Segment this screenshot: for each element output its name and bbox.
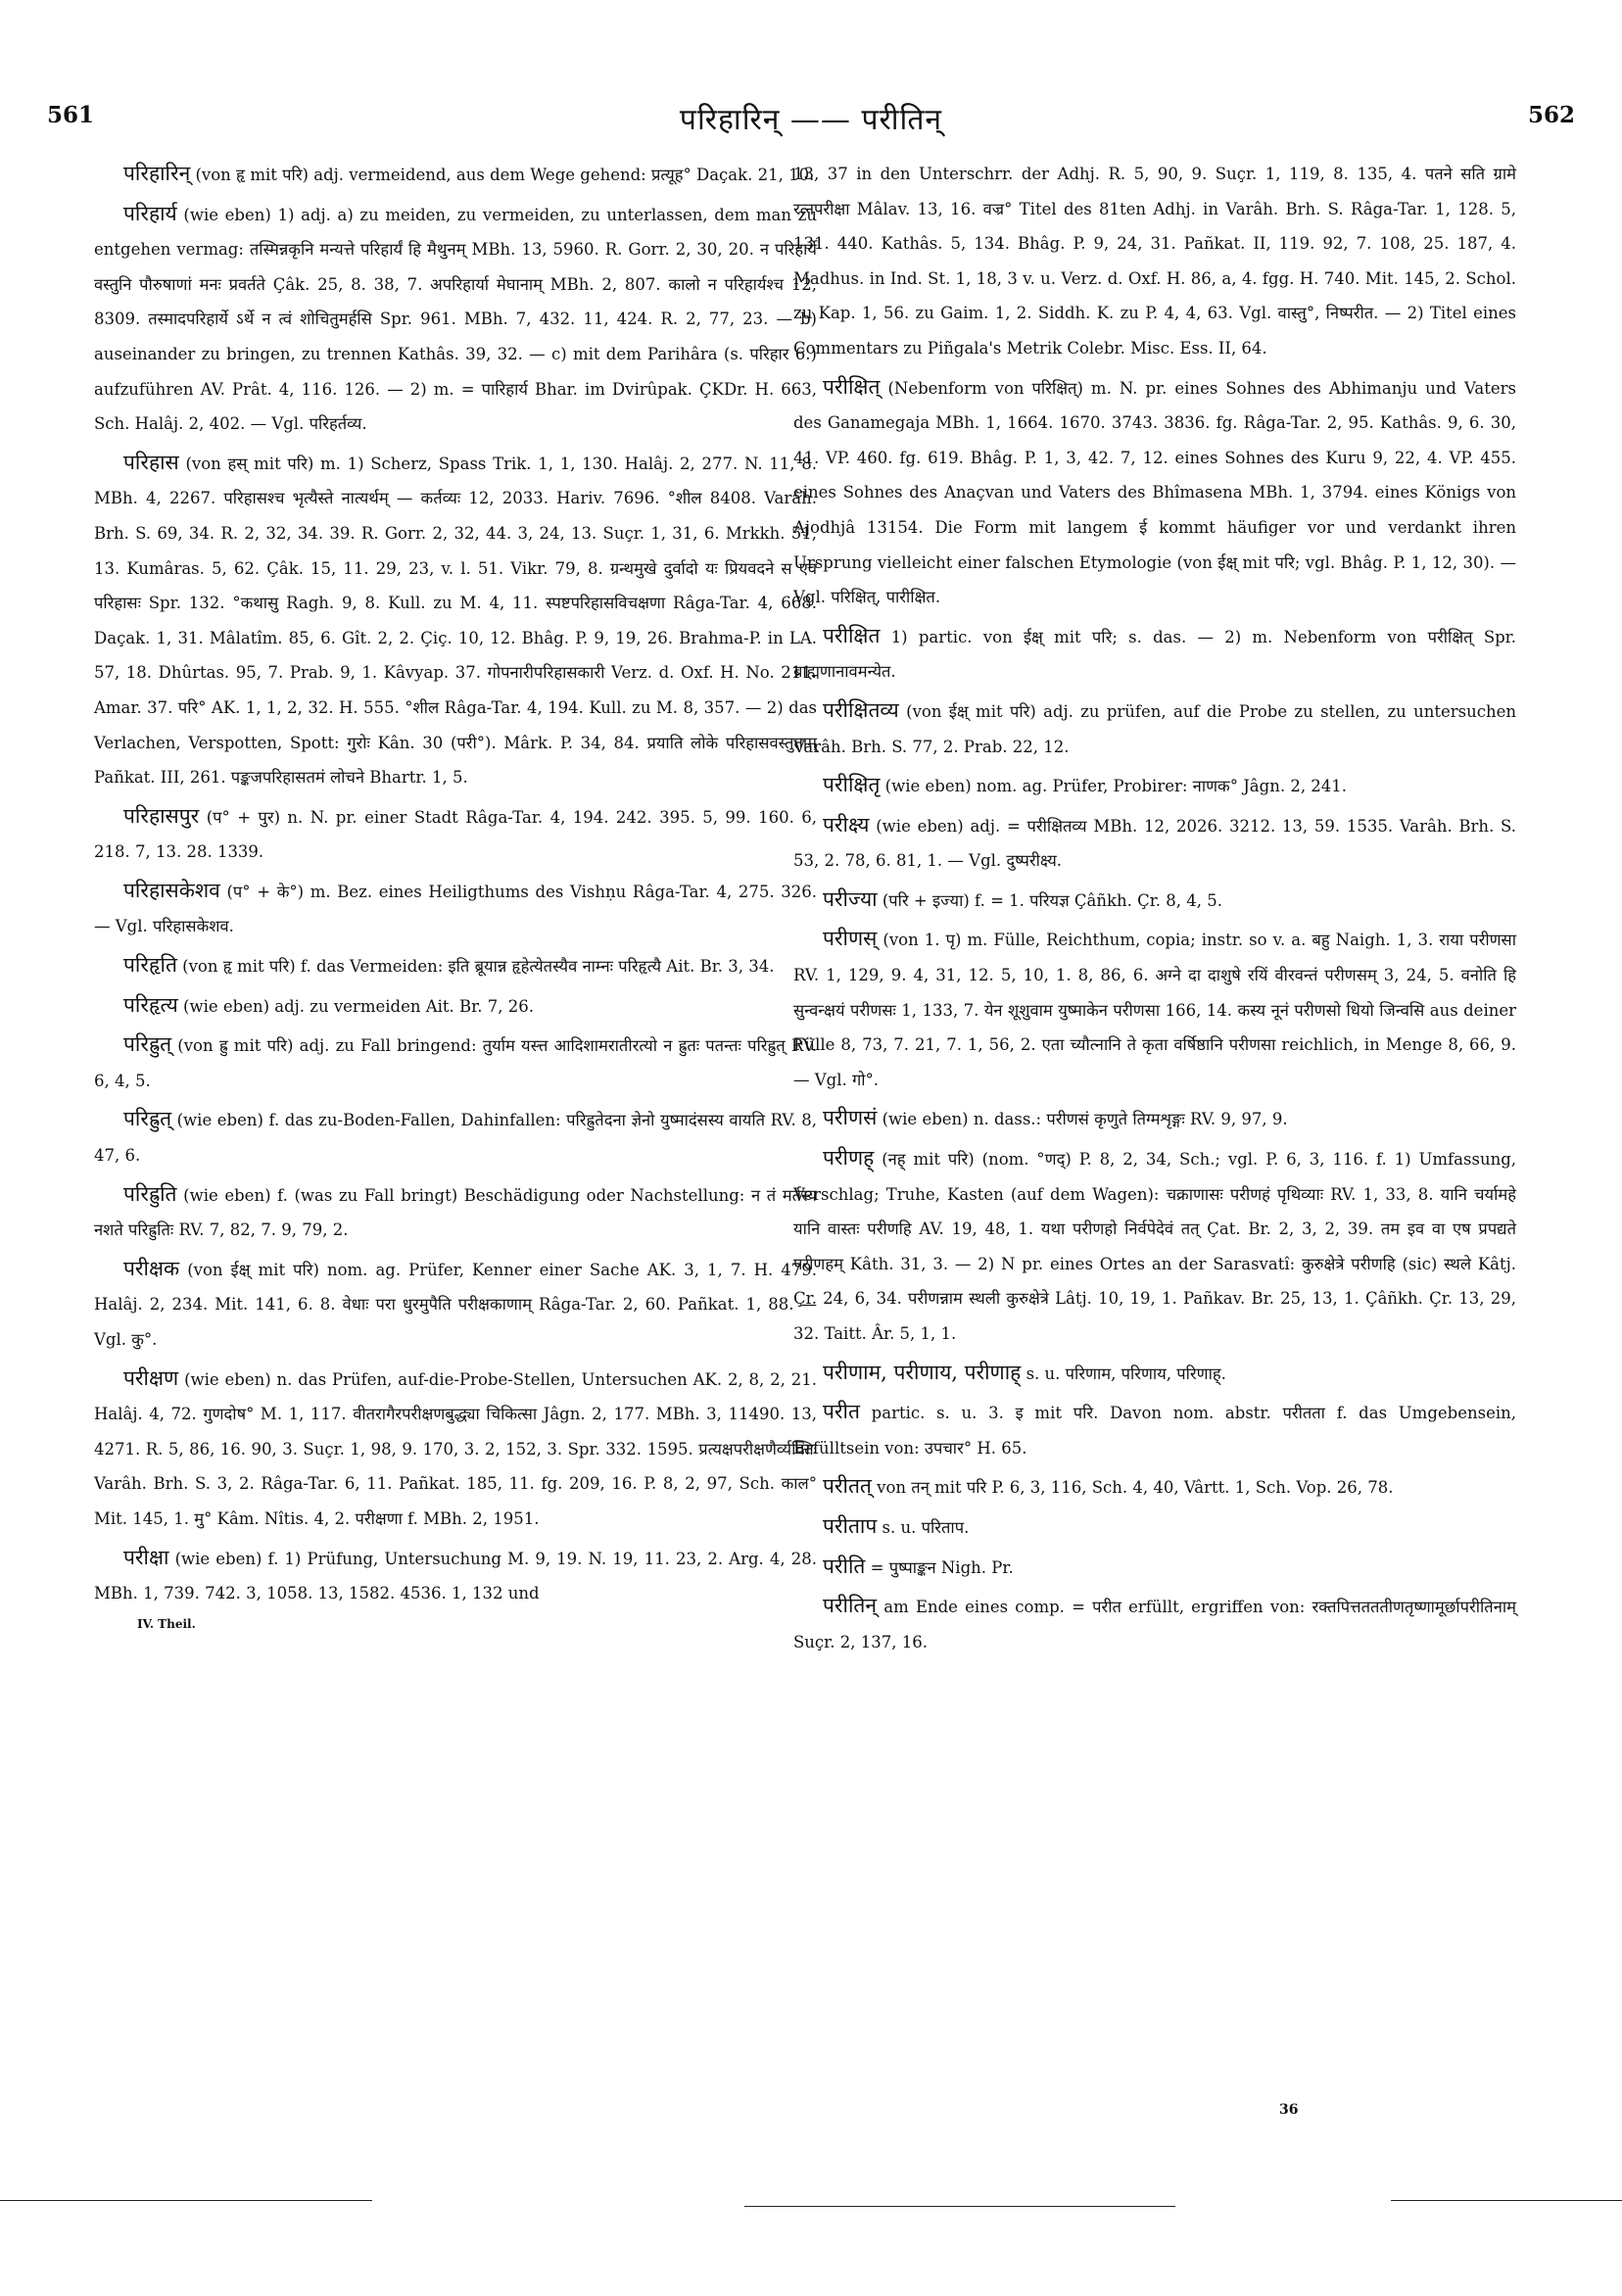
entry-definition: 1) partic. von ईक्ष् mit परि; s. das. — 2) m. Nebenform von परीक्षित् Spr. ब्राह्मणानावमन्येत. <box>793 627 1517 682</box>
dictionary-entry <box>94 1362 817 1537</box>
entry-headword: परीणसं <box>823 1106 878 1130</box>
dictionary-entry <box>94 1252 817 1358</box>
bottom-rule-center <box>744 2206 1175 2207</box>
dictionary-entry <box>793 619 1516 690</box>
entry-definition: (wie eben) nom. ag. Prüfer, Probirer: नाणक° Jâgn. 2, 241. <box>884 777 1348 796</box>
dictionary-entry <box>94 157 817 193</box>
dictionary-entry <box>793 1589 1516 1659</box>
entry-headword: परीतत् <box>823 1474 872 1499</box>
dictionary-entry <box>793 922 1516 1097</box>
bottom-rule-left <box>0 2200 372 2201</box>
entry-headword: परिहृत्य <box>123 992 178 1017</box>
entry-headword: परिहृति <box>123 953 177 978</box>
entry-definition: (wie eben) f. 1) Prüfung, Untersuchung M. 9, 19. N. 19, 11. 23, 2. Arg. 4, 28. MBh. 1, 739. 742. 3, 1058. 13, 1582. 4536. 1, 132 und <box>94 1549 818 1603</box>
entry-definition: (wie eben) n. das Prüfen, auf-die-Probe-Stellen, Untersuchen AK. 2, 8, 2, 21. Halâj. 4, 72. गुणदोष° M. 1, 117. वीतरागैरपरीक्षणबुद्ध्या चिकित्सा Jâgn. 2, 177. MBh. 3, 11490. 13, 4271. R. 5, 86, 16. 90, 3. Suçr. 1, 98, 9. 170, 3. 2, 152, 3. Spr. 332. 1595. प्रत्यक्षपरीक्षणैर्व्यक्तिः Varâh. Brh. S. 3, 2. Râga-Tar. 6, 11. Pañkat. 185, 11. fg. 209, 16. P. 8, 2, 97, Sch. काल° Mit. 145, 1. मु° Kâm. Nîtis. 4, 2. परीक्षणा f. MBh. 2, 1951. <box>94 1369 817 1528</box>
entry-definition: am Ende eines comp. = परीत erfüllt, ergriffen von: रक्तपित्ततततीणतृष्णामूर्छापरीतिनाम् Suçr. 2, 137, 16. <box>793 1598 1516 1651</box>
entry-definition: (von 1. पृ) m. Fülle, Reichthum, copia; instr. so v. a. बहु Naigh. 1, 3. राया परीणसा RV. 1, 129, 9. 4, 31, 12. 5, 10, 1. 8, 86, 6. अग्ने दा दाशुषे रयिं वीरवन्तं परीणसम् 3, 24, 5. वनोति हि सुन्वन्क्षयं परीणसः 1, 133, 7. येन शूशुवाम युष्माकेन परीणसा 166, 14. कस्य नूनं परीणसो धियो जिन्वसि aus deiner Fülle 8, 73, 7. 21, 7. 1, 56, 2. एता च्यौत्नानि ते कृता वर्षिष्ठानि परीणसा reichlich, in Menge 8, 66, 9. — Vgl. गो°. <box>793 931 1516 1089</box>
left-page-number: 561 <box>47 102 95 128</box>
entry-definition: (Nebenform von परिक्षित्) m. N. pr. eines Sohnes des Abhimanju und Vaters des Ganamegaja MBh. 1, 1664. 1670. 3743. 3836. fg. Râga-Tar. 2, 95. Kathâs. 9, 6. 30, 41. VP. 460. fg. 619. Bhâg. P. 1, 3, 42. 7, 12. eines Sohnes des Kuru 9, 22, 4. VP. 455. eines Sohnes des Anaçvan und Vaters des Bhîmasena MBh. 1, 3794. eines Königs von Ajodhjâ 13154. Die Form mit langem ई kommt häufiger vor und verdankt ihren Ursprung vielleicht einer falschen Etymologie (von ईक्ष् mit परि; vgl. Bhâg. P. 1, 12, 30). — Vgl. परिक्षित्, पारीक्षित. <box>793 378 1516 607</box>
entry-definition: (wie eben) n. dass.: परीणसं कृणुते तिग्मशृङ्गः RV. 9, 97, 9. <box>882 1110 1288 1129</box>
entry-definition: (नह् mit परि) (nom. °णद्) P. 8, 2, 34, Sch.; vgl. P. 6, 3, 116. f. 1) Umfassung, Verschlag; Truhe, Kasten (auf dem Wagen): चक्राणासः परीणहं पृथिव्याः RV. 1, 33, 8. यानि चर्यामहे यानि वास्तः परीणहि AV. 19, 48, 1. यथा परीणहो निर्वपेदेवं तत् Çat. Br. 2, 3, 2, 39. तम इव वा एष प्रपद्यते परीणहम् Kâth. 31, 3. — 2) N pr. eines Ortes an der Sarasvatî: कुरुक्षेत्रे परीणहि (sic) स्थले Kâtj. Çr. 24, 6, 34. परीणन्नाम स्थली कुरुक्षेत्रे Lâtj. 10, 19, 1. Pañkav. Br. 25, 13, 1. Çâñkh. Çr. 13, 29, 32. Taitt. Âr. 5, 1, 1. <box>793 1150 1516 1343</box>
entry-headword: परीक्षित् <box>823 374 881 399</box>
dictionary-entry <box>793 694 1516 764</box>
dictionary-entry <box>94 1541 817 1611</box>
entry-headword: परीक्षित <box>823 623 881 647</box>
entry-headword: परिह्रुत् <box>123 1032 172 1057</box>
entry-headword: परीत <box>823 1400 860 1424</box>
dictionary-entry <box>793 1356 1516 1392</box>
entry-definition: s. u. परिताप. <box>882 1517 970 1537</box>
entry-definition: s. u. परिणाम, परिणाय, परिणाह्. <box>1026 1363 1226 1383</box>
dictionary-entry <box>94 1102 817 1172</box>
right-column <box>793 157 1516 1663</box>
entry-definition: (von ईक्ष् mit परि) adj. zu prüfen, auf die Probe zu stellen, zu untersuchen Varâh. Brh. S. 77, 2. Prab. 22, 12. <box>793 701 1516 756</box>
dictionary-entry <box>793 1101 1516 1137</box>
entry-definition: (von हृ mit परि) f. das Vermeiden: इति ब्रूयान्न हृहेत्येतस्यैव नाम्नः परिहृत्यै Ait. Br. 3, 34. <box>182 957 775 977</box>
entry-definition: (wie eben) 1) adj. a) zu meiden, zu vermeiden, zu unterlassen, dem man zu entgehen vermag: तस्मिन्नकृनि मन्यत्ते परिहार्यं हि मैथुनम् MBh. 13, 5960. R. Gorr. 2, 30, 20. न परिहार्ये वस्तुनि पौरुषाणां मनः प्रवर्तते Çâk. 25, 8. 38, 7. अपरिहार्या मेघानाम् MBh. 2, 807. कालो न परिहार्यश्च 12, 8309. तस्मादपरिहार्ये ऽर्थे न त्वं शोचितुमर्हसि Spr. 961. MBh. 7, 432. 11, 424. R. 2, 77, 23. — b) auseinander zu bringen, zu trennen Kathâs. 39, 32. — c) mit dem Parihâra (s. परिहार 6.) aufzuführen AV. Prât. 4, 116. 126. — 2) m. = पारिहार्य Bhar. im Dvirûpak. ÇKDr. H. 663, Sch. Halâj. 2, 402. — Vgl. परिहर्तव्य. <box>94 205 818 434</box>
entry-definition: = पुष्पाङ्कन Nigh. Pr. <box>870 1557 1014 1577</box>
dictionary-entry <box>793 370 1516 615</box>
entry-definition: (प° + के°) m. Bez. eines Heiligthums des Vishṇu Râga-Tar. 4, 275. 326. — Vgl. परिहासकेशव. <box>94 882 817 936</box>
dictionary-entry <box>94 948 817 984</box>
dictionary-entry <box>94 874 817 944</box>
entry-definition: (wie eben) adj. zu vermeiden Ait. Br. 7, 26. <box>183 996 534 1016</box>
entry-headword: परीतिन् <box>823 1594 878 1618</box>
right-page-number: 562 <box>1527 102 1575 128</box>
bottom-rule-right <box>1391 2200 1622 2201</box>
entry-headword: परिह्रुत् <box>123 1107 172 1131</box>
dictionary-entry <box>94 1177 817 1248</box>
dictionary-entry <box>793 1550 1516 1586</box>
entry-headword: परीक्षा <box>123 1545 169 1569</box>
entry-headword: परिह्रुति <box>123 1181 177 1206</box>
entry-headword: परीति <box>823 1554 866 1578</box>
left-column <box>94 157 817 1633</box>
entry-definition: (von हस् mit परि) m. 1) Scherz, Spass Trik. 1, 1, 130. Halâj. 2, 277. N. 11, 8. MBh. 4, 2267. परिहासश्च भृत्यैस्ते नात्यर्थम् — कर्तव्यः 12, 2033. Hariv. 7696. °शील 8408. Varâh. Brh. S. 69, 34. R. 2, 32, 34. 39. R. Gorr. 2, 32, 44. 3, 24, 13. Suçr. 1, 31, 6. Mrkkh. 51, 13. Kumâras. 5, 62. Çâk. 15, 11. 29, 23, v. l. 51. Vikr. 79, 8. ग्रन्थमुखे दुर्वादो यः प्रियवदने स एव परिहासः Spr. 132. °कथासु Ragh. 9, 8. Kull. zu M. 4, 11. स्पष्टपरिहासविचक्षणा Râga-Tar. 4, 668. Daçak. 1, 31. Mâlatîm. 85, 6. Gît. 2, 2. Çiç. 10, 12. Bhâg. P. 9, 19, 26. Brahma-P. in LA. 57, 18. Dhûrtas. 95, 7. Prab. 9, 1. Kâvyap. 37. गोपनारीपरिहासकारी Verz. d. Oxf. H. No. 211. Amar. 37. परि° AK. 1, 1, 2, 32. H. 555. °शील Râga-Tar. 4, 194. Kull. zu M. 8, 357. — 2) das Verlachen, Verspotten, Spott: गुरोः Kân. 30 (परी°). Mârk. P. 34, 84. प्रयाति लोके परिहासवस्तुताम् Pañkat. III, 261. पङ्कजपरिहासतमं लोचने Bhartr. 1, 5. <box>94 454 818 788</box>
entry-headword: परिहासकेशव <box>123 878 220 902</box>
entry-headword: परीज्या <box>823 886 878 911</box>
entry-headword: परीणह् <box>823 1146 875 1171</box>
entry-headword: परिहासपुर <box>123 803 200 828</box>
entry-definition: von तन् mit परि P. 6, 3, 116, Sch. 4, 40, Vârtt. 1, Sch. Vop. 26, 78. <box>877 1478 1394 1498</box>
dictionary-entry <box>94 988 817 1025</box>
dictionary-entry <box>793 1469 1516 1506</box>
entry-headword: परिहारिन् <box>123 162 191 185</box>
entry-definition: (wie eben) adj. = परीक्षितव्य MBh. 12, 2026. 3212. 13, 59. 1535. Varâh. Brh. S. 53, 2. 78, 6. 81, 1. — Vgl. दुष्परीक्ष्य. <box>793 816 1517 871</box>
entry-definition: (von ईक्ष् mit परि) nom. ag. Prüfer, Kenner einer Sache AK. 3, 1, 7. H. 479. Halâj. 2, 234. Mit. 141, 6. 8. वेधाः परा धुरमुपैति परीक्षकाणाम् Râga-Tar. 2, 60. Pañkat. 1, 88. — Vgl. कु°. <box>94 1260 818 1349</box>
dictionary-entry <box>793 1509 1516 1546</box>
entry-definition: partic. s. u. 3. इ mit परि. Davon nom. abstr. परीतता f. das Umgebensein, Erfülltsein von: उपचार° H. 65. <box>793 1404 1516 1458</box>
entry-headword: परीताप <box>823 1513 878 1538</box>
entry-headword: परिहास <box>123 450 179 474</box>
signature-mark: 36 <box>1279 2102 1299 2118</box>
entry-headword: परीक्ष्य <box>823 812 870 837</box>
entry-headword: परीक्षण <box>123 1365 179 1390</box>
volume-footnote: IV. Theil. <box>137 1616 196 1631</box>
page-header <box>47 98 1575 137</box>
dictionary-entry <box>793 1141 1516 1352</box>
entry-headword: परीक्षितृ <box>823 773 881 797</box>
dictionary-entry <box>793 768 1516 804</box>
entry-headword: परीक्षक <box>123 1256 180 1280</box>
dictionary-entry <box>793 883 1516 919</box>
dictionary-entry <box>94 197 817 442</box>
entry-definition: (von ह्रु mit परि) adj. zu Fall bringend: तुर्याम यस्त्त आदिशामरातीरत्यो न ह्रुतः पतन्तः परिह्रुत् RV. 6, 4, 5. <box>94 1036 817 1090</box>
entry-definition: (von हृ mit परि) adj. vermeidend, aus dem Wege gehend: प्रत्यूह° Daçak. 21, 10. <box>195 166 815 184</box>
dictionary-entry <box>94 446 817 795</box>
entry-headword: परिहार्य <box>123 201 177 225</box>
dictionary-entry <box>793 157 1516 366</box>
dictionary-entry <box>94 799 817 870</box>
entry-definition: (परि + इज्या) f. = 1. परियज्ञ Çâñkh. Çr. 8, 4, 5. <box>882 890 1223 910</box>
entry-definition: (प° + पुर) n. N. pr. einer Stadt Râga-Tar. 4, 194. 242. 395. 5, 99. 160. 6, 218. 7, 13. 28. 1339. <box>94 807 817 862</box>
entry-headword: परीक्षितव्य <box>823 697 899 722</box>
dictionary-entry <box>793 808 1516 879</box>
entry-headword: परीणाम, परीणाय, परीणाह् <box>823 1360 1022 1384</box>
entry-definition: (wie eben) f. das zu-Boden-Fallen, Dahinfallen: परिह्रुतेदना ज्ञेनो युष्मादंसस्य वायति RV. 8, 47, 6. <box>94 1111 817 1166</box>
entry-definition: (wie eben) f. (was zu Fall bringt) Beschädigung oder Nachstellung: न तं मर्तस्य नशते परिह्रुतिः RV. 7, 82, 7. 9, 79, 2. <box>94 1185 817 1240</box>
running-title: परिहारिन् —— परीतिन् <box>679 103 943 137</box>
dictionary-entry <box>793 1395 1516 1465</box>
entry-headword: परीणस् <box>823 927 878 951</box>
entry-definition: 13, 37 in den Unterschrr. der Adhj. R. 5, 90, 9. Suçr. 1, 119, 8. 135, 4. पतने सति ग्रामे रत्नपरीक्षा Mâlav. 13, 16. वज्र° Titel des 81ten Adhj. in Varâh. Brh. S. Râga-Tar. 1, 128. 5, 131. 440. Kathâs. 5, 134. Bhâg. P. 9, 24, 31. Pañkat. II, 119. 92, 7. 108, 25. 187, 4. Madhus. in Ind. St. 1, 18, 3 v. u. Verz. d. Oxf. H. 86, a, 4. fgg. H. 740. Mit. 145, 2. Schol. zu Kap. 1, 56. zu Gaim. 1, 2. Siddh. K. zu P. 4, 4, 63. Vgl. वास्तु°, निष्परीत. — 2) Titel eines Commentars zu Piñgala's Metrik Colebr. Misc. Ess. II, 64. <box>793 165 1516 358</box>
dictionary-entry <box>94 1028 817 1098</box>
